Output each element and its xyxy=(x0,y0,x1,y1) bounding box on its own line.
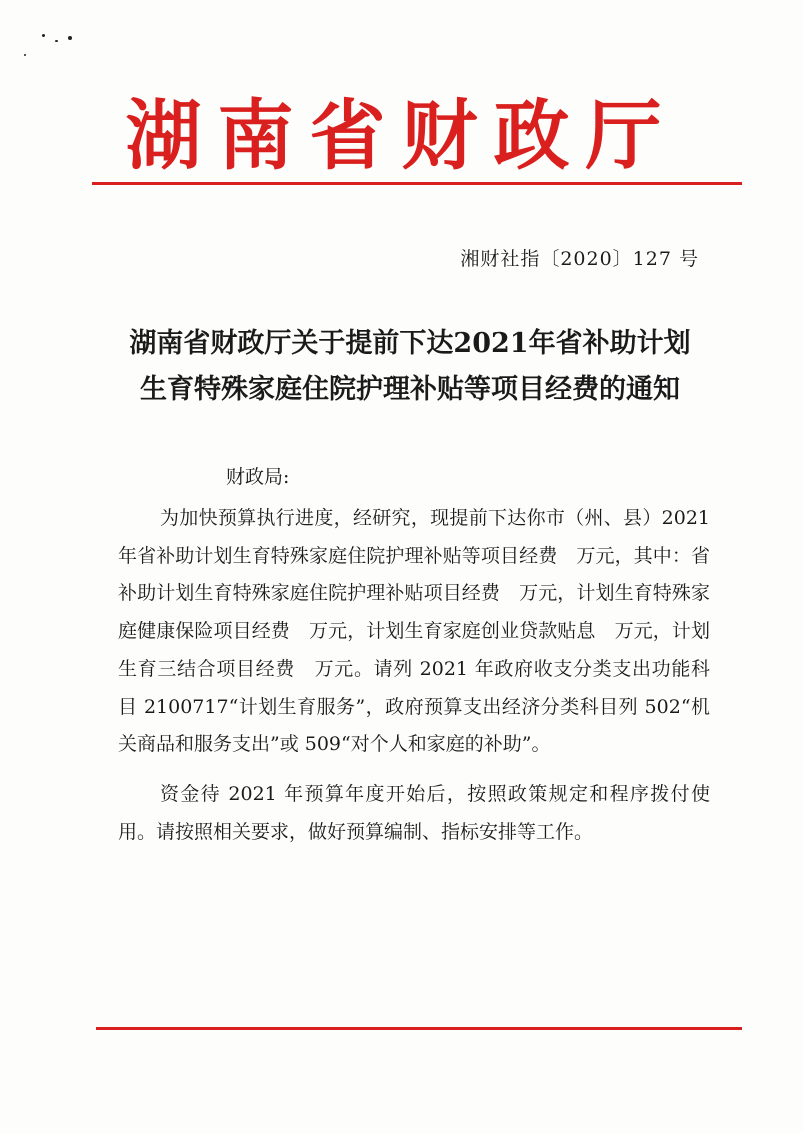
scan-speck xyxy=(55,40,58,42)
letterhead-red-rule xyxy=(92,182,742,185)
addressee: 财政局: xyxy=(226,466,290,488)
document-body xyxy=(118,500,710,851)
body-paragraph-2: 资金待 2021 年预算年度开始后，按照政策规定和程序拨付使用。请按照相关要求，做好预算编制、指标安排等工作。 xyxy=(118,782,710,843)
body-paragraph-1: 为加快预算执行进度，经研究，现提前下达你市（州、县）2021 年省补助计划生育特殊家庭住院护理补贴等项目经费 万元，其中：省补助计划生育特殊家庭住院护理补贴项目经费 万元，计划生育特殊家庭健康保险项目经费 万元，计划生育家庭创业贷款贴息 万元，计划生育三结合项目经费 万元。请列 2021 年政府收支分类支出功能科目 2100717“计划生育服务”，政府预算支出经济分类科目列 502“机关商品和服务支出”或 509“对个人和家庭的补助”。 xyxy=(118,507,710,756)
document-title-line-2: 生育特殊家庭住院护理补贴等项目经费的通知 xyxy=(140,374,680,405)
letterhead-org-name: 湖南省财政厅 xyxy=(125,91,678,180)
scan-speck xyxy=(42,34,45,37)
scan-speck xyxy=(24,54,26,56)
document-title xyxy=(110,321,710,413)
footer-red-rule xyxy=(96,1027,742,1030)
document-number: 湘财社指〔2020〕127 号 xyxy=(460,248,699,270)
document-title-line-1: 湖南省财政厅关于提前下达2021年省补助计划 xyxy=(129,328,691,359)
scan-speck xyxy=(68,36,72,40)
